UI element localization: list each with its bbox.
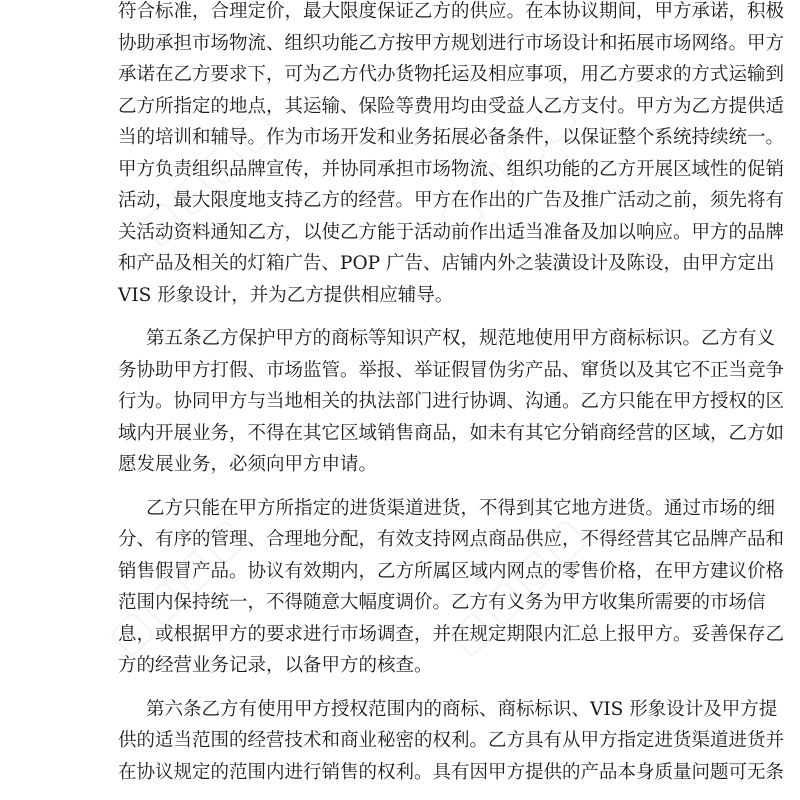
text-line: 活动，最大限度地支持乙方的经营。甲方在作出的广告及推广活动之前，须先将有: [118, 190, 785, 211]
text-line: 域内开展业务，不得在其它区域销售商品，如未有其它分销商经营的区域，乙方如: [118, 422, 785, 444]
text-line: 行为。协同甲方与当地相关的执法部门进行协调、沟通。乙方只能在甲方授权的区: [118, 391, 785, 412]
text-line: VIS 形象设计，并为乙方提供相应辅导。: [118, 284, 454, 306]
text-line: 当的培训和辅导。作为市场开发和业务拓展必备条件，以保证整个系统持续统一。: [118, 127, 785, 148]
text-line: 承诺在乙方要求下，可为乙方代办货物托运及相应事项，用乙方要求的方式运输到: [118, 64, 785, 85]
watermark: ▢▢▢▢: [97, 505, 257, 666]
text-line: 第六条乙方有使用甲方授权范围内的商标、商标标识、VIS 形象设计及甲方提: [146, 698, 778, 720]
text-line: 乙方只能在甲方所指定的进货渠道进货，不得到其它地方进货。通过市场的细: [146, 497, 776, 519]
text-line: 供的适当范围的经营技术和商业秘密的权利。乙方具有从甲方指定进货渠道进货并: [118, 730, 785, 751]
text-line: 愿发展业务，必须向甲方申请。: [118, 454, 378, 475]
text-line: 在协议规定的范围内进行销售的权利。具有因甲方提供的产品本身质量问题可无条: [118, 761, 785, 783]
text-line: 甲方负责组织品牌宣传，并协同承担市场物流、组织功能的乙方开展区域性的促销: [118, 158, 785, 180]
text-line: 方的经营业务记录，以备甲方的核查。: [118, 655, 433, 676]
text-line: 分、有序的管理、合理地分配，有效支持网点商品供应，不得经营其它品牌产品和: [118, 529, 785, 550]
text-line: 符合标准，合理定价，最大限度保证乙方的供应。在本协议期间，甲方承诺，积极: [118, 1, 785, 22]
text-line: 第五条乙方保护甲方的商标等知识产权，规范地使用甲方商标标识。乙方有义: [146, 328, 776, 349]
text-line: 和产品及相关的灯箱广告、POP 广告、店铺内外之装潢设计及陈设，由甲方定出: [118, 253, 775, 274]
text-line: 务协助甲方打假、市场监管。举报、举证假冒伪劣产品、窜货以及其它不正当竞争: [118, 359, 785, 381]
watermark: ▢▢▢▢: [127, 95, 287, 256]
watermark: ▢▢▢▢: [427, 85, 587, 246]
text-line: 乙方所指定的地点，其运输、保险等费用均由受益人乙方支付。甲方为乙方提供适: [118, 95, 785, 117]
text-line: 销售假冒产品。协议有效期内，乙方所属区域内网点的零售价格，在甲方建议价格: [118, 560, 785, 582]
watermark: ▢▢▢▢: [437, 505, 597, 666]
text-line: 范围内保持统一，不得随意大幅度调价。乙方有义务为甲方收集所需要的市场信: [118, 592, 766, 613]
text-line: 协助承担市场物流、组织功能乙方按甲方规划进行市场设计和拓展市场网络。甲方: [118, 32, 785, 54]
text-line: 息，或根据甲方的要求进行市场调查，并在规定期限内汇总上报甲方。妥善保存乙: [118, 623, 785, 645]
text-line: 关活动资料通知乙方，以使乙方能于活动前作出适当准备及加以响应。甲方的品牌: [118, 221, 785, 243]
